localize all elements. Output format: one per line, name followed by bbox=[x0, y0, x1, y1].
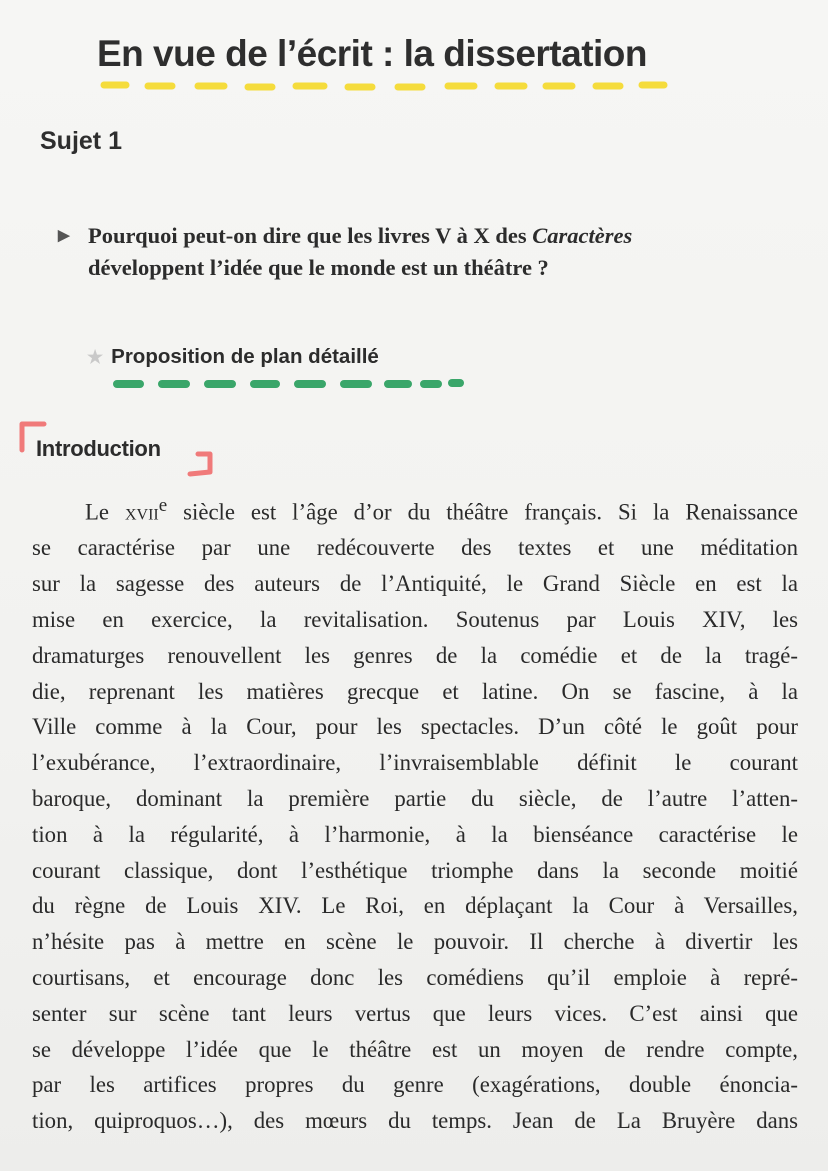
paragraph-line: se développe l’idée que le théâtre est un moyen de rendre compte, bbox=[32, 1036, 798, 1062]
star-icon: ★ bbox=[87, 347, 104, 367]
paragraph-line: l’exubérance, l’extraordinaire, l’invraisemblable définit le courant bbox=[32, 750, 798, 776]
paragraph-line: tion à la régularité, à l’harmonie, à la bienséance caractérise le bbox=[32, 821, 798, 847]
paragraph-line: courtisans, et encourage donc les comédiens qu’il emploie à repré- bbox=[32, 964, 798, 990]
paragraph-line: tion, quiproquos…), des mœurs du temps. Jean de La Bruyère dans bbox=[32, 1108, 798, 1134]
introduction-paragraph bbox=[32, 488, 798, 1139]
paragraph-line: sur la sagesse des auteurs de l’Antiquité, le Grand Siècle en est la bbox=[32, 571, 798, 597]
paragraph-line: mise en exercice, la revitalisation. Soutenus par Louis XIV, les bbox=[32, 606, 798, 632]
yellow-dashed-underline bbox=[100, 80, 668, 92]
paragraph-line: se caractérise par une redécouverte des textes et une méditation bbox=[32, 535, 798, 561]
page-title: En vue de l’écrit : la dissertation bbox=[97, 33, 648, 74]
triangle-bullet-icon: ▶ bbox=[58, 228, 70, 244]
paragraph-line: die, reprenant les matières grecque et latine. On se fascine, à la bbox=[32, 678, 798, 704]
plan-heading: ★ Proposition de plan détaillé bbox=[87, 345, 379, 368]
question-block bbox=[58, 220, 808, 284]
subject-label: Sujet 1 bbox=[40, 127, 122, 155]
introduction-heading: Introduction bbox=[36, 436, 161, 461]
paragraph-line: du règne de Louis XIV. Le Roi, en déplaçant la Cour à Versailles, bbox=[32, 893, 798, 919]
green-dashed-underline bbox=[112, 377, 472, 391]
paragraph-line: courant classique, dont l’esthétique triomphe dans la seconde moitié bbox=[32, 857, 798, 883]
paragraph-line: baroque, dominant la première partie du siècle, de l’autre l’atten- bbox=[32, 785, 798, 811]
paragraph-line: dramaturges renouvellent les genres de la comédie et de la tragé- bbox=[32, 642, 798, 668]
paragraph-line: Ville comme à la Cour, pour les spectacles. D’un côté le goût pour bbox=[32, 714, 798, 740]
question-text: Pourquoi peut-on dire que les livres V à X des Caractères développent l’idée que le monde est un théâtre ? bbox=[88, 223, 633, 280]
paragraph-line: par les artifices propres du genre (exagérations, double énoncia- bbox=[32, 1072, 798, 1098]
paragraph-line: senter sur scène tant leurs vertus que leurs vices. C’est ainsi que bbox=[32, 1000, 798, 1026]
paragraph-line: Le xvii$^e$ siècle est l’âge d’or du théâtre français. Si la Renaissance bbox=[85, 495, 798, 525]
paragraph-line: n’hésite pas à mettre en scène le pouvoir. Il cherche à divertir les bbox=[32, 929, 798, 955]
